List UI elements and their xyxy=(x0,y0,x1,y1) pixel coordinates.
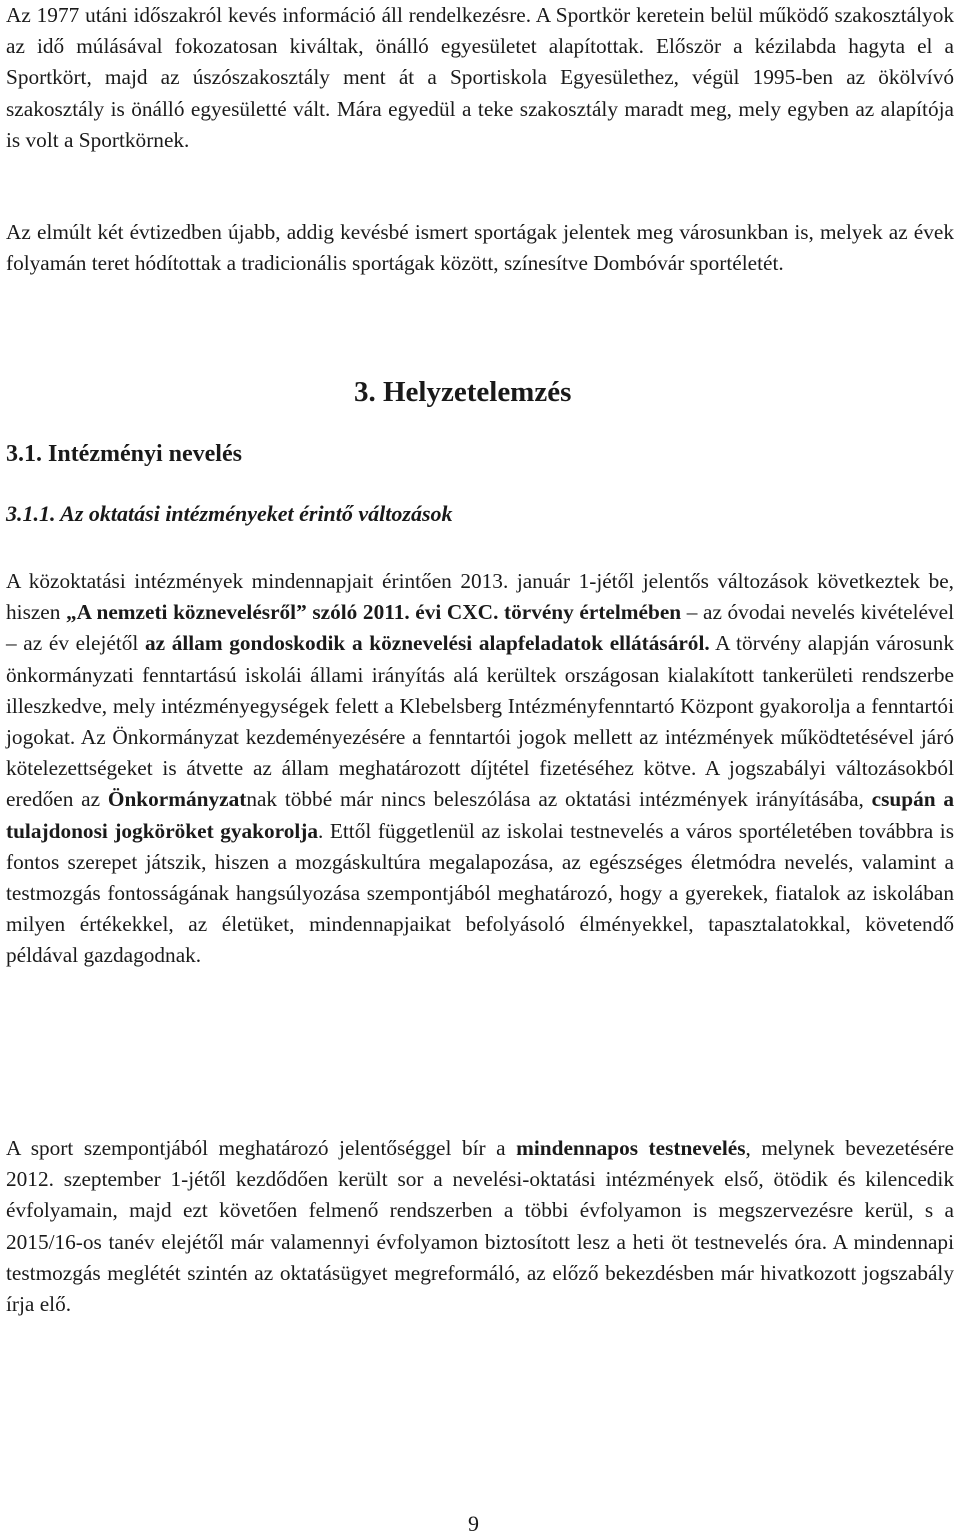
subsection-heading-intezmenyi-neveles: 3.1. Intézményi nevelés xyxy=(6,441,242,467)
text-run: , melynek bevezetésére 2012. szeptember 1-jétől kezdődően került sor a nevelési-oktatási intézmények első, ötödik és kilencedik évfolyamain, majd ezt követően felmenő rendszerben a többi évfolyamon is megszervezésre kerül, s a 2015/16-os tanév elejétől már valamennyi évfolyamon biztosított lesz a heti öt testnevelés óra. A mindennapi testmozgás meglétét szintén az oktatásügyet megreformáló, az előző bekezdésben már hivatkozott jogszabály írja elő. xyxy=(6,1136,954,1317)
page-number: 9 xyxy=(468,1511,479,1536)
text-run: – az óvodai nevelés kivételével – az év elejétől xyxy=(6,600,955,656)
text-run: . Ettől függetlenül az iskolai testnevelés a város sportéletében továbbra is fontos szerepet játszik, hiszen a mozgáskultúra megalapozása, az egészséges életmódra nevelés, valamint a testmozgás fontosságának hangsúlyozása szempontjából meghatározó, hogy a gyerekek, fiatalok az iskolában milyen értékekkel, az életüket, mindennapjaikat befolyásoló élményekkel, tapasztalatokkal, követendő példával gazdagodnak. xyxy=(6,818,954,968)
text-run: Az elmúlt két évtizedben újabb, addig kevésbé ismert sportágak jelentek meg városunkban is, melyek az évek folyamán teret hódítottak a tradicionális sportágak között, színesítve Dombóvár sportéletét. xyxy=(6,220,954,276)
bold-text-run: az állam gondoskodik a köznevelési alapfeladatok ellátásáról. xyxy=(144,631,710,656)
section-heading-helyzetelemzes: 3. Helyzetelemzés xyxy=(354,376,572,408)
subsubsection-heading-valtozasok: 3.1.1. Az oktatási intézményeket érintő változások xyxy=(6,501,453,526)
text-run: Az 1977 utáni időszakról kevés információ áll rendelkezésre. A Sportkör keretein belül működő szakosztályok az idő múlásával fokozatosan kiváltak, önálló egyesületet alapítottak. Először a kézilabda hagyta el a Sportkört, majd az úszószakosztály ment át a Sportiskola Egyesülethez, végül 1995-ben az ökölvívó szakosztály is önálló egyesületté vált. Mára egyedül a teke szakosztály maradt meg, mely egyben az alapítója is volt a Sportkörnek. xyxy=(6,3,954,152)
paragraph-mindennapos-testneveles xyxy=(6,1133,954,1320)
paragraph-new-sports xyxy=(6,217,954,279)
bold-text-run: Önkormányzat xyxy=(107,787,247,812)
text-run: A sport szempontjából meghatározó jelentőséggel bír a xyxy=(6,1136,517,1160)
paragraph-sportkor-history xyxy=(6,0,954,156)
text-run: nak többé már nincs beleszólása az oktatási intézmények irányításába, xyxy=(246,787,872,812)
paragraph-kozneveles-law xyxy=(6,566,954,972)
text-run: A törvény alapján városunk önkormányzati fenntartású iskolái állami irányítás alá kerültek országosan kialakított tankerületi rendszerbe illeszkedve, mely intézményegységek felett a Klebelsberg Intézményfenntartó Központ gyakorolja a fenntartói jogokat. Az Önkormányzat kezdeményezésére a fenntartói jogok mellett az intézmények működtetésével járó kötelezettségeket is átvette az állam meghatározott díjtétel fizetéséhez kötve. A jogszabályi változásokból eredően az xyxy=(6,631,954,812)
bold-text-run: mindennapos testnevelés xyxy=(516,1136,746,1160)
text-run: A közoktatási intézmények mindennapjait érintően 2013. január 1-jétől jelentős változások következtek be, hiszen xyxy=(6,569,954,625)
bold-text-run: csupán a tulajdonosi jogköröket gyakorolja xyxy=(6,787,954,843)
bold-text-run: „A nemzeti köznevelésről” szóló 2011. évi CXC. törvény értelmében xyxy=(66,600,682,625)
